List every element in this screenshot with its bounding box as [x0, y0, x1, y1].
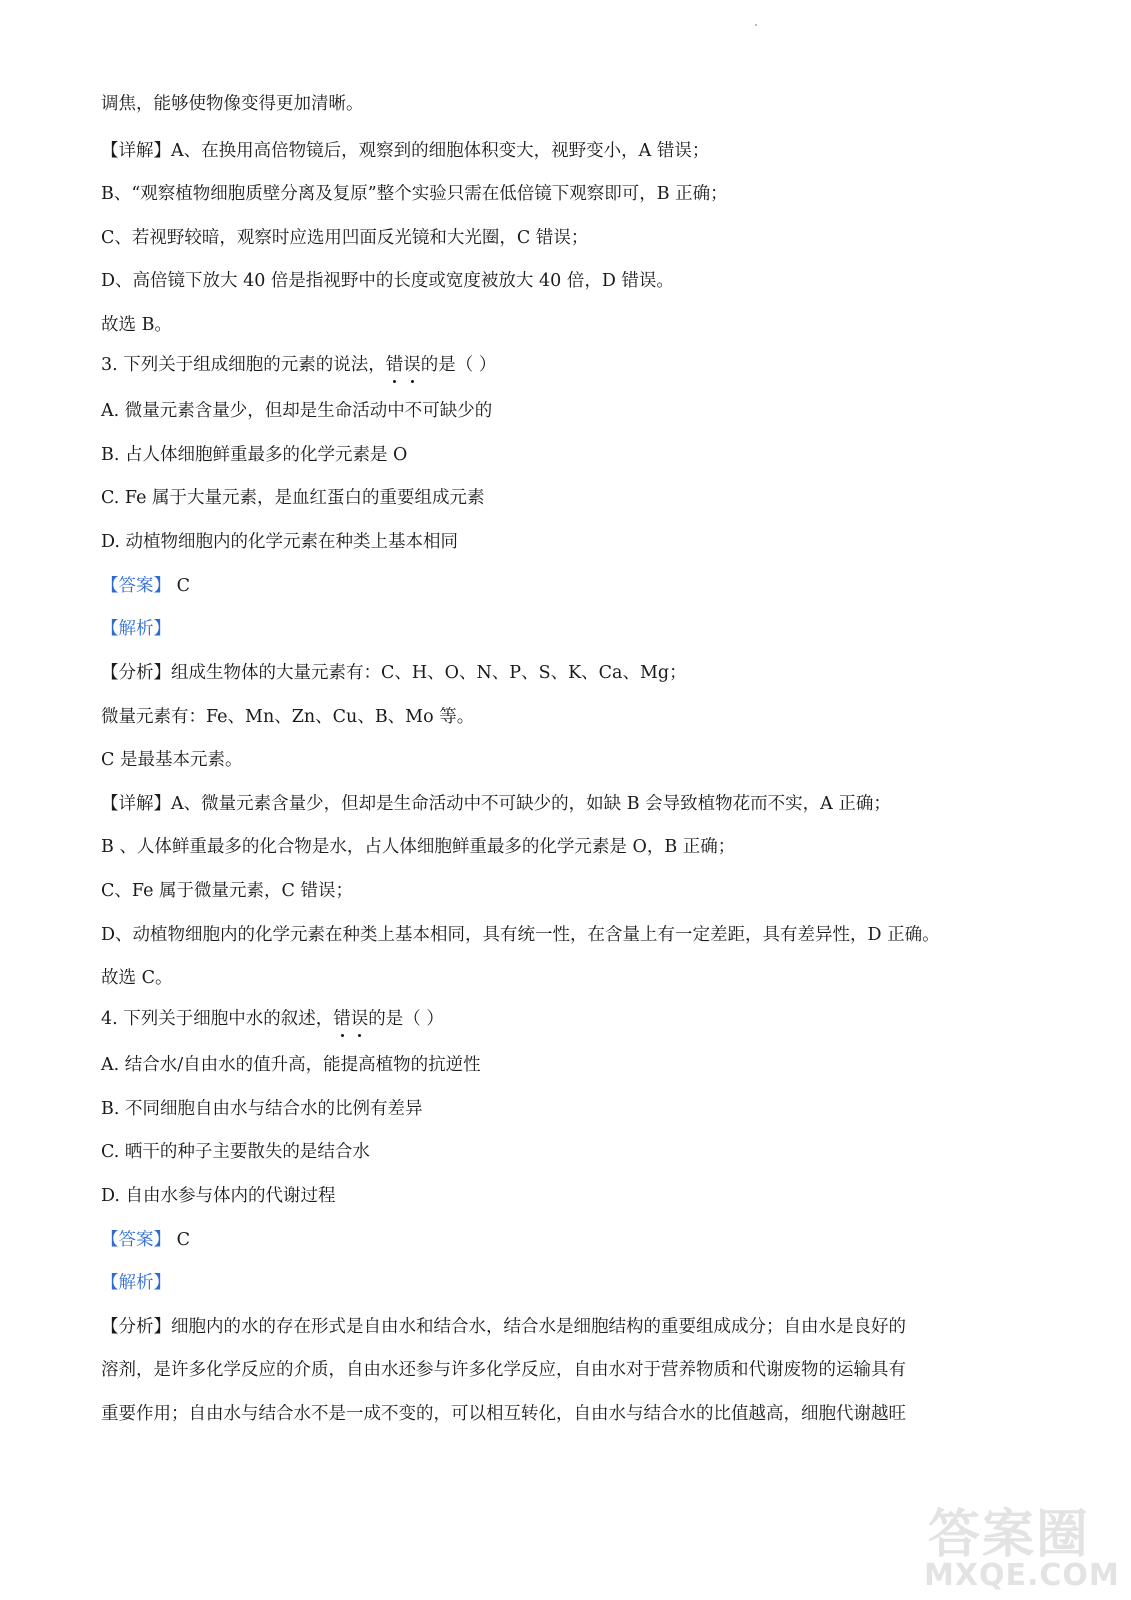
question-3-detail: 【详解】A、微量元素含量少，但却是生命活动中不可缺少的，如缺 B 会导致植物花而不实，A 正确；: [101, 794, 891, 814]
question-3-answer: 【答案】 C: [101, 576, 190, 596]
text-line: 故选 B。: [101, 315, 172, 335]
text-line: C 是最基本元素。: [101, 750, 243, 770]
emphasis-char: 错: [385, 355, 404, 375]
answer-tag: 【答案】: [101, 576, 171, 596]
text-line: 溶剂，是许多化学反应的介质，自由水还参与许多化学反应，自由水对于营养物质和代谢废物的运输具有: [101, 1360, 906, 1380]
question-3-analysis: 【分析】组成生物体的大量元素有：C、H、O、N、P、S、K、Ca、Mg；: [101, 663, 687, 683]
text-line: 微量元素有：Fe、Mn、Zn、Cu、B、Mo 等。: [101, 707, 475, 727]
detail-line: 【详解】A、在换用高倍物镜后，观察到的细胞体积变大，视野变小，A 错误；: [101, 141, 710, 161]
question-4-option-d: D. 自由水参与体内的代谢过程: [101, 1186, 336, 1206]
text-line: 重要作用；自由水与结合水不是一成不变的，可以相互转化，自由水与结合水的比值越高，细胞代谢越旺: [101, 1404, 906, 1424]
text-line: 故选 C。: [101, 968, 173, 988]
text-line: B 、人体鲜重最多的化合物是水，占人体细胞鲜重最多的化学元素是 O，B 正确；: [101, 837, 736, 857]
question-3-analysis-tag: 【解析】: [101, 619, 171, 639]
question-3-option-d: D. 动植物细胞内的化学元素在种类上基本相同: [101, 532, 459, 552]
emphasis-char: 误: [403, 355, 421, 375]
emphasis-char: 错: [333, 1009, 351, 1029]
analysis-sub-tag: 【分析】: [101, 1317, 171, 1337]
text-line: D、动植物细胞内的化学元素在种类上基本相同，具有统一性，在含量上有一定差距，具有差异性，D 正确。: [101, 925, 940, 945]
detail-tag: 【详解】: [101, 141, 171, 161]
question-4-stem: 4. 下列关于细胞中水的叙述，错误的是（ ）: [101, 1009, 444, 1029]
emphasis-char: 误: [350, 1009, 369, 1029]
question-3-option-b: B. 占人体细胞鲜重最多的化学元素是 O: [101, 445, 408, 465]
scan-speck: [755, 24, 757, 26]
question-3-stem: 3. 下列关于组成细胞的元素的说法，错误的是（ ）: [101, 355, 497, 375]
question-3-option-c: C. Fe 属于大量元素，是血红蛋白的重要组成元素: [101, 488, 485, 508]
text-line: C、Fe 属于微量元素，C 错误；: [101, 881, 353, 901]
question-4-analysis-tag: 【解析】: [101, 1273, 171, 1293]
detail-tag: 【详解】: [101, 794, 171, 814]
watermark-logo: 答案圈 MXQE.COM: [924, 1505, 1120, 1593]
question-4-option-a: A. 结合水/自由水的值升高，能提高植物的抗逆性: [101, 1055, 481, 1075]
analysis-sub-tag: 【分析】: [101, 663, 171, 683]
text-line: 调焦，能够使物像变得更加清晰。: [101, 94, 364, 114]
question-4-option-c: C. 晒干的种子主要散失的是结合水: [101, 1142, 370, 1162]
question-4-answer: 【答案】 C: [101, 1230, 190, 1250]
text-line: D、高倍镜下放大 40 倍是指视野中的长度或宽度被放大 40 倍，D 错误。: [101, 271, 674, 291]
question-3-option-a: A. 微量元素含量少，但却是生命活动中不可缺少的: [101, 401, 493, 421]
question-4-analysis: 【分析】细胞内的水的存在形式是自由水和结合水，结合水是细胞结构的重要组成成分；自由水是良好的: [101, 1317, 906, 1337]
answer-tag: 【答案】: [101, 1230, 171, 1250]
text-line: B、“观察植物细胞质壁分离及复原”整个实验只需在低倍镜下观察即可，B 正确；: [101, 184, 728, 204]
question-4-option-b: B. 不同细胞自由水与结合水的比例有差异: [101, 1099, 423, 1119]
text-line: C、若视野较暗，观察时应选用凹面反光镜和大光圈，C 错误；: [101, 228, 589, 248]
